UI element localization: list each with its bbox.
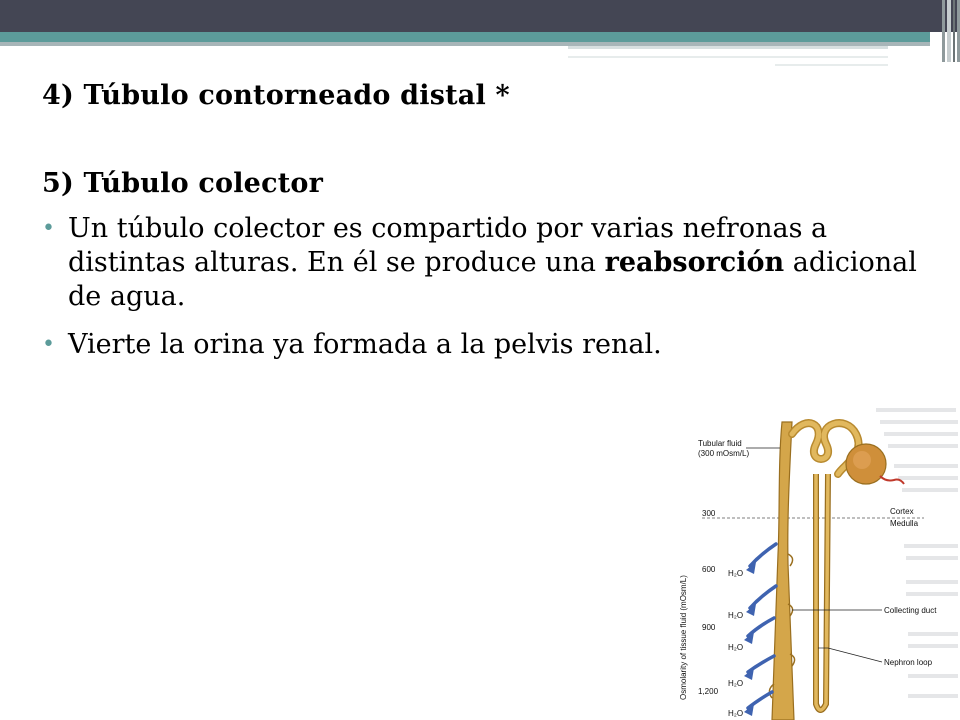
osmolarity-tick: 1,200 bbox=[698, 687, 719, 696]
tubular-fluid-label: Tubular fluid bbox=[698, 439, 742, 448]
decor-line bbox=[775, 64, 888, 66]
medulla-label: Medulla bbox=[890, 519, 919, 528]
axis-label: Osmolarity of tissue fluid (mOsm/L) bbox=[679, 575, 688, 700]
heading-distal-tubule: 4) Túbulo contorneado distal * bbox=[42, 80, 510, 111]
osmolarity-tick: 600 bbox=[702, 565, 716, 574]
nephron-loop-label: Nephron loop bbox=[884, 658, 933, 667]
background-scan-text bbox=[876, 408, 958, 698]
cortex-label: Cortex bbox=[890, 507, 914, 516]
water-label: H₂O bbox=[728, 569, 744, 578]
bullet-text: Vierte la orina ya formada a la pelvis renal. bbox=[68, 329, 662, 360]
heading-collecting-tubule: 5) Túbulo colector bbox=[42, 168, 324, 199]
water-arrows bbox=[744, 544, 776, 716]
accent-band bbox=[0, 32, 930, 42]
bullet-icon: • bbox=[42, 332, 55, 357]
decor-line bbox=[568, 46, 888, 49]
osmolarity-tick: 300 bbox=[702, 509, 716, 518]
bullet-text: Un túbulo colector es compartido por varias nefronas a distintas alturas. En él se produce una bbox=[68, 213, 828, 278]
nephron-diagram bbox=[666, 404, 960, 720]
tubular-fluid-value: (300 mOsm/L) bbox=[698, 449, 750, 458]
osmolarity-tick: 900 bbox=[702, 623, 716, 632]
water-label: H₂O bbox=[728, 611, 744, 620]
water-label: H₂O bbox=[728, 643, 744, 652]
decor-line bbox=[568, 56, 888, 58]
bullet-keyword: reabsorción bbox=[604, 247, 785, 278]
top-title-bar bbox=[0, 0, 960, 32]
collecting-duct-label: Collecting duct bbox=[884, 606, 937, 615]
bullet-list bbox=[42, 212, 922, 362]
bullet-icon: • bbox=[42, 216, 55, 241]
corner-ornament bbox=[930, 0, 960, 62]
bullet-item bbox=[42, 328, 922, 362]
bullet-text-end: adicional de agua. bbox=[68, 247, 917, 312]
nephron-figure bbox=[666, 404, 960, 720]
slide-content bbox=[42, 78, 922, 376]
collecting-duct-shape bbox=[772, 422, 794, 720]
water-label: H₂O bbox=[728, 679, 744, 688]
water-label: H₂O bbox=[728, 709, 744, 718]
bullet-item bbox=[42, 212, 922, 314]
